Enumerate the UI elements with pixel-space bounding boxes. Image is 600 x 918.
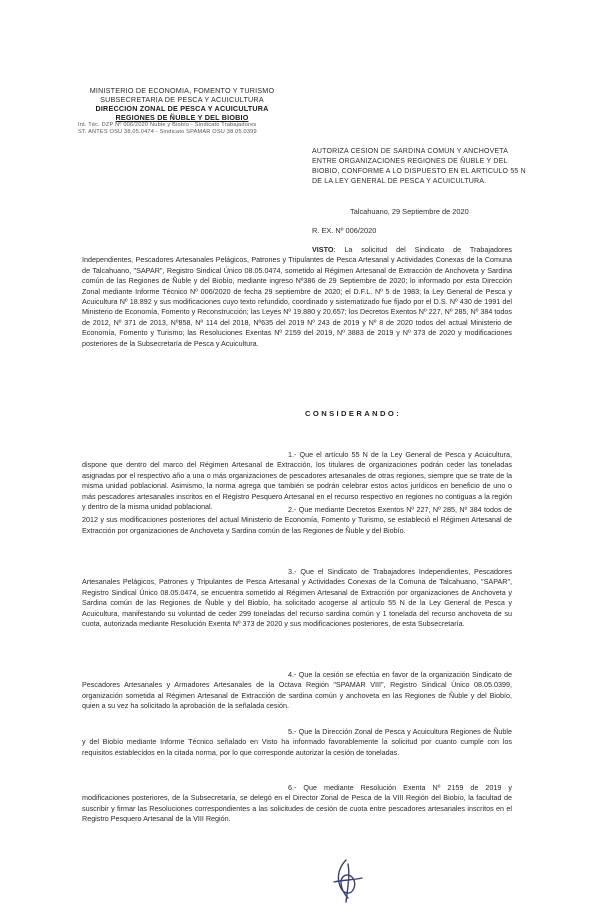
considerando-paragraph-5: 5.- Que la Dirección Zonal de Pesca y Acuicultura Regiones de Ñuble y del Biobío mediante Informe Técnico señalado en Visto ha informado favorablemente la solicitud por cuanto cumple con los requisitos establecidos en la citada norma, por lo que corresponde autorizar la cesión de toneladas. (82, 727, 512, 757)
reference-line-2: ST. ANTES OSU 38.05.0474 - Sindicato SPAMAR OSU 38.05.0399 (78, 129, 257, 135)
regions-line: REGIONES DE ÑUBLE Y DEL BIOBIO (115, 113, 249, 122)
considerando-heading: CONSIDERANDO: (305, 409, 402, 418)
considerando-paragraph-4: 4.- Que la cesión se efectúa en favor de la organización Sindicato de Pescadores Artesanales y Armadores Artesanales de la Octava Región "SPAMAR VIII", Registro Sindical Único 08.05.0399, organización sometida al Régimen Artesanal de Extracción de sardina común y anchoveta en las Regiones de Ñuble y del Biobío, quien a su vez ha solicitado la aprobación de la señalada cesión. (82, 670, 512, 711)
handwritten-signature (326, 858, 368, 904)
considerando-paragraph-2: 2.- Que mediante Decretos Exentos Nº 227, Nº 285, Nº 384 todos de 2012 y sus modificaciones posteriores del actual Ministerio de Economía, Fomento y Turismo, se estableció el Régimen Artesanal de Extracción por organizaciones de Anchoveta y Sardina común de las Regiones de Ñuble y del Biobío. (82, 505, 512, 535)
direction-line: DIRECCION ZONAL DE PESCA Y ACUICULTURA (95, 104, 269, 113)
visto-text: : La solicitud del Sindicato de Trabajadores Independientes, Pescadores Artesanales Pelágicos, Patrones y Tripulantes de Pesca Artesanal y Actividades Conexas de la Comuna de Talcahuano, "SAPAR", Registro Sindical Único 08.05.0474, sometido al Régimen Artesanal de Extracción de Anchoveta y Sardina común de las Regiones de Ñuble y del Biobío, mediante ingreso Nº386 de 29 Septiembre de 2020; lo informado por esta Dirección Zonal mediante Informe Técnico Nº 006/2020 de fecha 29 septiembre de 2020; el D.F.L. Nº 5 de 1983; la Ley General de Pesca y Acuicultura Nº 18.892 y sus modificaciones cuyo texto refundido, coordinado y sistematizado fue fijado por el D.S. Nº 430 de 1991 del Ministerio de Economía, Fomento y Reconstrucción; las Leyes Nº 19.880 y 20.657; los Decretos Exentos Nº 227, Nº 285, Nº 384 todos de 2012, Nº 371 de 2013, Nº858, Nº 114 del 2018, Nº635 del 2019 Nº 243 de 2019 y Nº 8 de 2020 todos del actual Ministerio de Economía, Fomento y Turismo; las Resoluciones Exentas Nº 2159 del 2019, Nº 3883 de 2019 y Nº 373 de 2020 y modificaciones posteriores de la Subsecretaría de Pesca y Acuicultura. (82, 245, 512, 348)
undersecretariat-line: SUBSECRETARIA DE PESCA Y ACUICULTURA (100, 95, 264, 104)
visto-paragraph (82, 245, 512, 349)
letterhead (78, 86, 282, 136)
resolution-number: R. EX. Nº 006/2020 (312, 226, 377, 235)
resolution-subject: AUTORIZA CESION DE SARDINA COMUN Y ANCHOVETA ENTRE ORGANIZACIONES REGIONES DE ÑUBLE Y DEL BIOBIO, CONFORME A LO DISPUESTO EN EL ARTICULO 55 N DE LA LEY GENERAL DE PESCA Y ACUICULTURA. (312, 148, 526, 185)
visto-label: VISTO (312, 245, 334, 254)
place-date: Talcahuano, 29 Septiembre de 2020 (350, 207, 469, 216)
reference-line-1: Int. Téc. DZP Nº 006/2020 Ñuble y Biobío - Sindicato Trabajadores (78, 122, 257, 128)
considerando-paragraph-3: 3.- Que el Sindicato de Trabajadores Independientes, Pescadores Artesanales Pelágicos, Patrones y Tripulantes de Pesca Artesanal y Actividades Conexas de la Comuna de Talcahuano, "SAPAR", Registro Sindical Único 08.05.0474, se encuentra sometido al Régimen Artesanal de Extracción por organizaciones de Anchoveta y Sardina común de las Regiones de Ñuble y del Biobío, ha solicitado acogerse al artículo 55 N de la Ley General de Pesca y Acuicultura, manifestando su voluntad de ceder 299 toneladas del recurso sardina común y 1 tonelada del recurso anchoveta de su cuota, autorizada mediante Resolución Exenta Nº 373 de 2020 y sus modificaciones posteriores, de esta Subsecretaría. (82, 567, 512, 629)
ministry-line: MINISTERIO DE ECONOMIA, FOMENTO Y TURISMO (89, 86, 275, 95)
considerando-paragraph-6: 6.- Que mediante Resolución Exenta Nº 2159 de 2019 y modificaciones posteriores, de la Subsecretaría, se delegó en el Director Zonal de Pesca de la VIII Región del Biobío, la facultad de suscribir y firmar las Resoluciones correspondientes a las solicitudes de cesión de cuota entre pescadores artesanales inscritos en el Registro Pesquero Artesanal de la VIII Región. (82, 783, 512, 824)
considerando-paragraph-1: 1.- Que el artículo 55 N de la Ley General de Pesca y Acuicultura, dispone que dentro del marco del Régimen Artesanal de Extracción, los titulares de organizaciones podrán ceder las toneladas asignadas por el respectivo año a una o más organizaciones de pescadores artesanales de otras regiones, siempre que se trate de la misma unidad poblacional. Asimismo, la norma agrega que también se podrán celebrar estos actos jurídicos en beneficio de uno o más pescadores artesanales inscritos en el Registro Pesquero Artesanal en el recurso respectivo en regiones no contiguas a la región y dentro de la misma unidad poblacional. (82, 450, 512, 512)
